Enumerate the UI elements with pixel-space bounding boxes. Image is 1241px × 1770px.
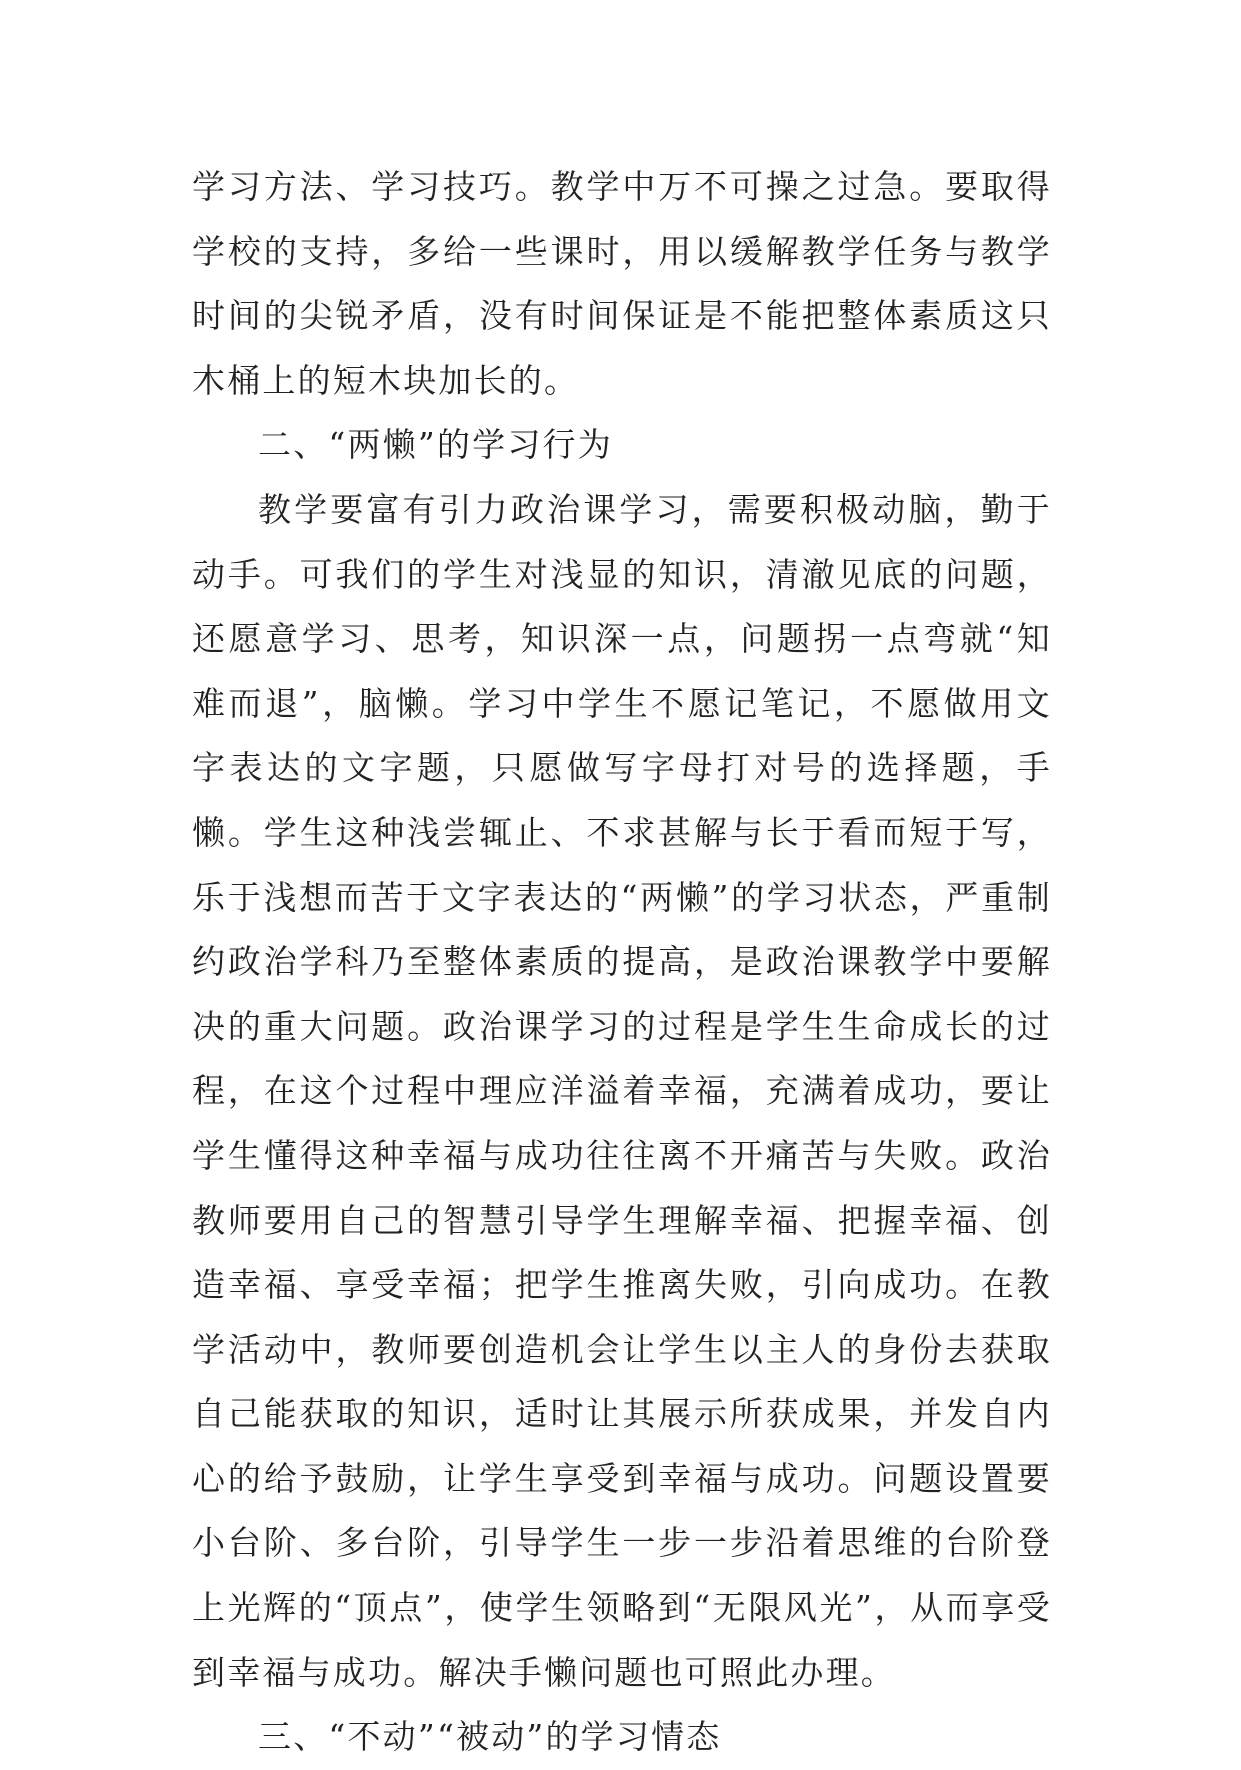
section-heading-three: 三、“不动”“被动”的学习情态: [258, 1717, 722, 1757]
paragraph-two-lazy: 教学要富有引力政治课学习，需要积极动脑，勤于动手。可我们的学生对浅显的知识，清澈见底的问题，还愿意学习、思考，知识深一点，问题拐一点弯就“知难而退”，脑懒。学习中学生不愿记笔记，不愿做用文字表达的文字题，只愿做写字母打对号的选择题，手懒。学生这种浅尝辄止、不求甚解与长于看而短于写，乐于浅想而苦于文字表达的“两懒”的学习状态，严重制约政治学科乃至整体素质的提高，是政治课教学中要解决的重大问题。政治课学习的过程是学生生命成长的过程，在这个过程中理应洋溢着幸福，充满着成功，要让学生懂得这种幸福与成功往往离不开痛苦与失败。政治教师要用自己的智慧引导学生理解幸福、把握幸福、创造幸福、享受幸福；把学生推离失败，引向成功。在教学活动中，教师要创造机会让学生以主人的身份去获取自己能获取的知识，适时让其展示所获成果，并发自内心的给予鼓励，让学生享受到幸福与成功。问题设置要小台阶、多台阶，引导学生一步一步沿着思维的台阶登上光辉的“顶点”，使学生领略到“无限风光”，从而享受到幸福与成功。解决手懒问题也可照此办理。: [192, 489, 1052, 1692]
document-body: [192, 155, 1052, 1770]
section-heading-two: 二、“两懒”的学习行为: [258, 425, 613, 465]
paragraph-continuation: 学习方法、学习技巧。教学中万不可操之过急。要取得学校的支持，多给一些课时，用以缓解教学任务与教学时间的尖锐矛盾，没有时间保证是不能把整体素质这只木桶上的短木块加长的。: [192, 167, 1052, 400]
